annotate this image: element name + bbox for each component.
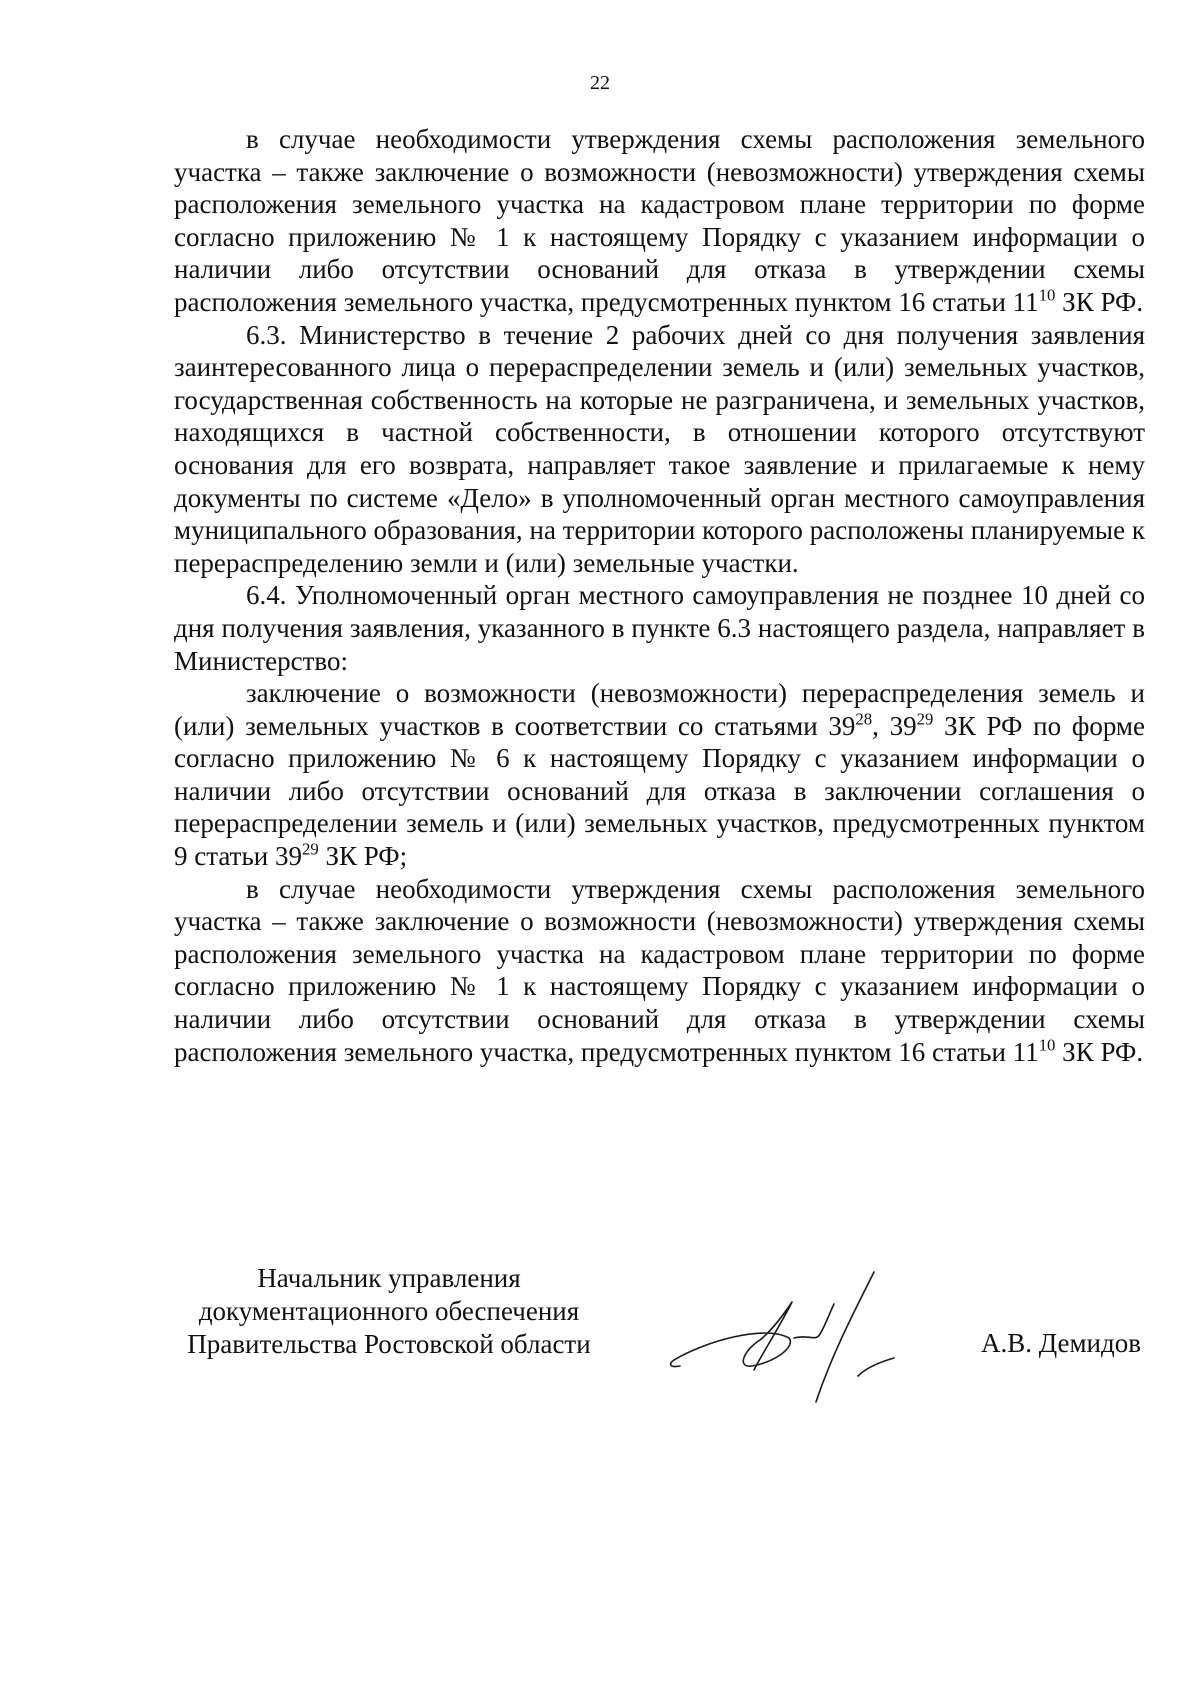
position-line: документационного обеспечения	[198, 1296, 580, 1326]
signer-name: А.В. Демидов	[980, 1328, 1141, 1358]
position-line: Правительства Ростовской области	[187, 1329, 591, 1359]
text-segment: ЗК РФ;	[318, 841, 408, 872]
signature-block	[174, 1262, 1145, 1422]
text-segment: в случае необходимости утверждения схемы расположения земельного участка – также заключение о возможности (невозможности) утверждения схемы расположения земельного участка на кадастровом плане территории по форме согласно приложению № 1 к настоящему Порядку с указанием информации о наличии либо отсутствии оснований для отказа в утверждении схемы расположения земельного участка, предусмотренных пунктом 16 статьи 11	[174, 873, 1145, 1067]
paragraph	[174, 319, 1145, 580]
superscript: 29	[301, 839, 319, 859]
paragraph	[174, 579, 1145, 677]
paragraph	[174, 123, 1145, 319]
text-segment: 6.3. Министерство в течение 2 рабочих дней со дня получения заявления заинтересованного лица о перераспределении земель и (или) земельных участков, государственная собственность на которые не разграничена, и земельных участков, находящихся в частной собственности, в отношении которого отсутствуют основания для его возврата, направляет такое заявление и прилагаемые к нему документы по системе «Дело» в уполномоченный орган местного самоуправления муниципального образования, на территории которого расположены планируемые к перераспределению земли и (или) земельные участки.	[174, 319, 1145, 578]
page-number: 22	[590, 72, 610, 94]
text-segment: в случае необходимости утверждения схемы расположения земельного участка – также заключение о возможности (невозможности) утверждения схемы расположения земельного участка на кадастровом плане территории по форме согласно приложению № 1 к настоящему Порядку с указанием информации о наличии либо отсутствии оснований для отказа в утверждении схемы расположения земельного участка, предусмотренных пунктом 16 статьи 11	[174, 124, 1145, 317]
superscript: 28	[855, 709, 873, 729]
text-segment: ЗК РФ.	[1055, 286, 1144, 317]
superscript: 10	[1038, 1035, 1056, 1055]
text-segment: заключение о возможности (невозможности) перераспределения земель и (или) земельных участков в соответствии со статьями 39	[174, 678, 1145, 741]
document-body	[174, 123, 1145, 1068]
paragraph	[174, 677, 1145, 873]
handwritten-signature	[644, 1242, 904, 1412]
signer-position	[174, 1262, 604, 1361]
text-segment: ЗК РФ.	[1055, 1036, 1144, 1067]
superscript: 10	[1038, 285, 1056, 305]
text-segment: 6.4. Уполномоченный орган местного самоуправления не позднее 10 дней со дня получения заявления, указанного в пункте 6.3 настоящего раздела, направляет в Министерство:	[174, 580, 1145, 676]
text-segment: , 39	[872, 710, 917, 741]
superscript: 29	[916, 709, 934, 729]
paragraph	[174, 873, 1145, 1069]
text-segment: ЗК РФ по форме согласно приложению № 6 к настоящему Порядку с указанием информации о наличии либо отсутствии оснований для отказа в заключении соглашения о перераспределении земель и (или) земельных участков, предусмотренных пунктом 9 статьи 39	[174, 710, 1145, 872]
position-line: Начальник управления	[257, 1263, 521, 1293]
